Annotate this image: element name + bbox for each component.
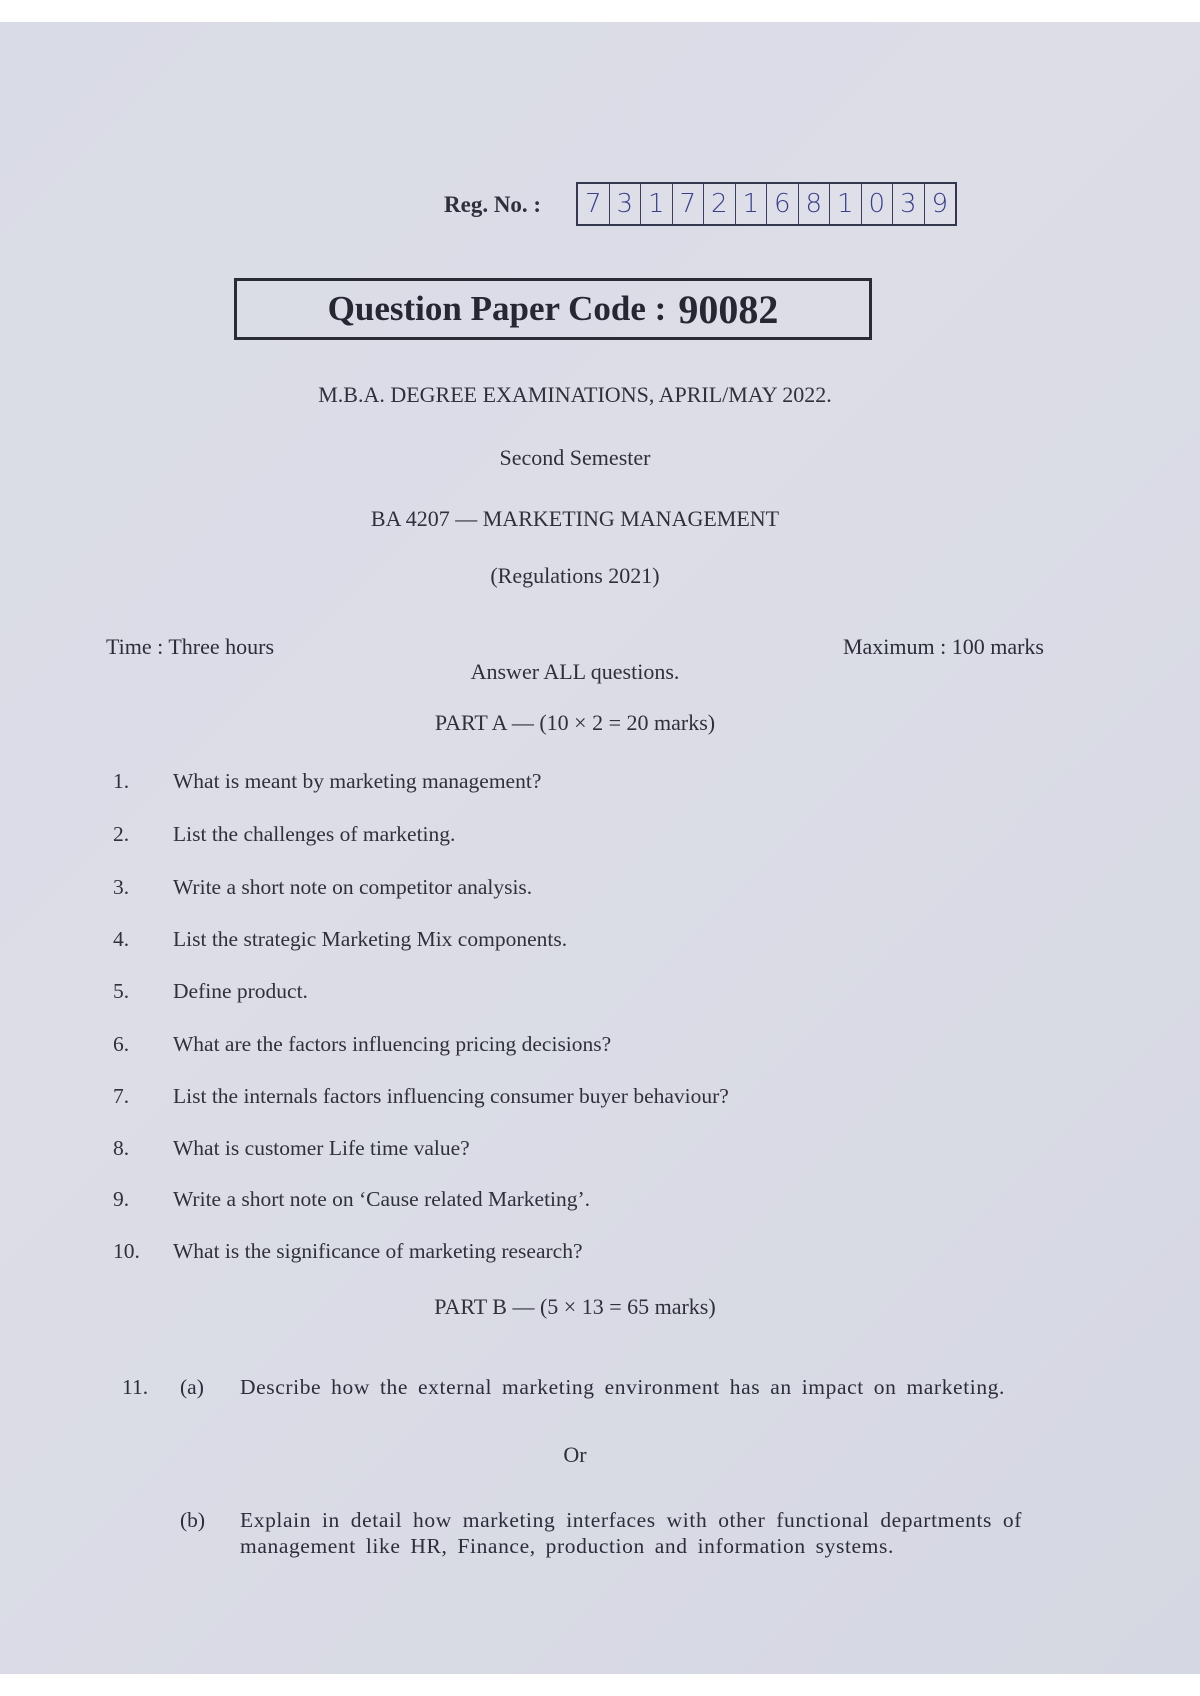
exam-paper-sheet [0,22,1200,1674]
question-11a [122,1374,1022,1400]
reg-digit: 8 [799,184,831,224]
exam-title: M.B.A. DEGREE EXAMINATIONS, APRIL/MAY 2022. [318,382,832,407]
question-text: Describe how the external marketing environment has an impact on marketing. [240,1375,1006,1399]
reg-digit: 1 [830,184,862,224]
reg-digit: 3 [893,184,925,224]
question-number: 6. [113,1032,130,1056]
reg-digit: 0 [862,184,894,224]
question-text: Define product. [173,979,308,1003]
question-text: What is the significance of marketing research? [173,1239,583,1263]
question-11b [180,1507,1022,1559]
reg-no-label: Reg. No. : [444,192,542,217]
question-item [113,875,532,900]
question-text: Write a short note on ‘Cause related Marketing’. [173,1187,591,1211]
question-text: List the challenges of marketing. [173,822,456,846]
reg-digit: 1 [641,184,673,224]
question-item [113,1084,729,1109]
question-number: 10. [113,1239,140,1263]
question-text: What are the factors influencing pricing decisions? [173,1032,612,1056]
reg-no-boxes [576,182,957,226]
question-item [113,979,308,1004]
or-separator: Or [563,1442,587,1467]
question-number: 7. [113,1084,130,1108]
regulations: (Regulations 2021) [490,563,660,588]
maximum-marks: Maximum : 100 marks [842,634,1044,659]
question-number: 5. [113,979,130,1003]
question-paper-code-box [234,278,872,340]
reg-digit: 6 [767,184,799,224]
subject-title: BA 4207 — MARKETING MANAGEMENT [370,506,780,531]
question-text: What is customer Life time value? [173,1136,470,1160]
reg-digit: 3 [610,184,642,224]
question-number: 3. [113,875,130,899]
instruction: Answer ALL questions. [470,659,680,684]
question-number: 9. [113,1187,130,1211]
question-text: Write a short note on competitor analysis. [173,875,533,899]
part-a-title: PART A — (10 × 2 = 20 marks) [434,710,716,735]
question-item [113,1239,583,1264]
part-b-title: PART B — (5 × 13 = 65 marks) [434,1294,716,1319]
question-item [113,1032,611,1057]
question-number: 11. [122,1375,149,1399]
question-item [113,1187,590,1212]
question-item [113,1136,470,1161]
question-item [113,822,455,847]
question-number: 1. [113,769,130,793]
question-text: What is meant by marketing management? [173,769,542,793]
question-text: List the internals factors influencing consumer buyer behaviour? [173,1084,729,1108]
question-item [113,927,567,952]
paper-code-label: Question Paper Code : [327,289,667,328]
reg-digit: 7 [578,184,610,224]
semester: Second Semester [499,445,651,470]
sub-question-label: (a) [180,1375,204,1399]
question-item [113,769,541,794]
question-number: 4. [113,927,130,951]
reg-digit: 9 [931,189,949,219]
question-number: 2. [113,822,130,846]
time-allowed: Time : Three hours [106,634,275,659]
reg-digit: 2 [704,184,736,224]
reg-digit: 7 [673,184,705,224]
question-text: List the strategic Marketing Mix components. [173,927,568,951]
question-number: 8. [113,1136,130,1160]
reg-digit: 1 [736,184,768,224]
question-text: Explain in detail how marketing interfaces with other functional departments of management like HR, Finance, production and information systems. [240,1508,1022,1558]
sub-question-label: (b) [180,1508,206,1532]
paper-code-value: 90082 [678,286,779,332]
